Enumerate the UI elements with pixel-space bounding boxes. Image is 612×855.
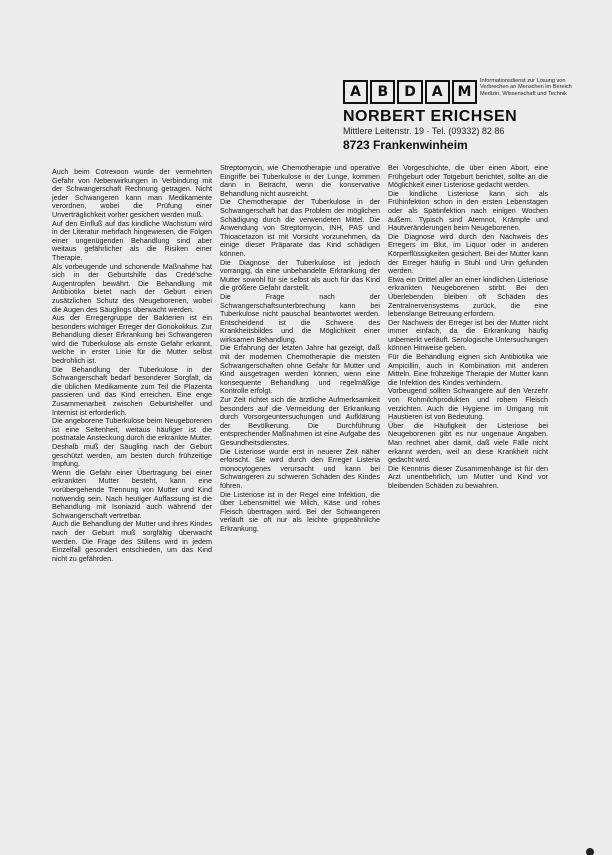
paragraph: Die Erfahrung der letzten Jahre hat gezeigt, daß mit der modernen Chemotherapie die meisten Schwangerschaften ohne Gefahr für Mutter und Kind ausgetragen werden können, wenn eine konsequente Behandlung und regelmäßige Kontrolle erfolgt. [220, 343, 380, 396]
paragraph: Die Diagnose der Tuberkulose ist jedoch vorrangig, da eine unbehandelte Erkrankung der Mutter sowohl für sie selbst als auch für das Kind die größere Gefahr darstellt. [220, 257, 380, 293]
paragraph: Wenn die Gefahr einer Übertragung bei einer erkrankten Mutter besteht, kann eine vorübergehende Trennung von Mutter und Kind notwendig sein. Nach heutiger Auffassung ist die Behandlung mit Isoniazid auch während der Schwangerschaft vertretbar. [52, 467, 212, 520]
organization-blurb: Informationsdienst zur Lösung von Verbrechen an Menschen im Bereich Medizin, Wissenschaft und Technik [480, 78, 572, 97]
logo-letter: B [370, 80, 395, 104]
paragraph: Aus der Erregergruppe der Bakterien ist ein besonders wichtiger Erreger der Gonokokkus. Zur Behandlung dieser Erkrankung bei Schwangeren wird die Tuberkulose als ernste Gefahr erkannt, welche in erster Linie für die Mutter selbst bedrohlich ist. [52, 313, 212, 366]
paragraph: Etwa ein Drittel aller an einer kindlichen Listeriose erkrankten Neugeborenen stirbt. Bei den Überlebenden bleiben oft Schäden des Zentralnervensystems zurück, die eine lebenslange Betreuung erfordern. [388, 274, 548, 319]
paragraph: Über die Häufigkeit der Listeriose bei Neugeborenen gibt es nur ungenaue Angaben. Man rechnet aber damit, daß viele Fälle nicht erkannt werden, weil an diese Krankheit nicht gedacht wird. [388, 420, 548, 465]
paragraph: Zur Zeit richtet sich die ärztliche Aufmerksamkeit besonders auf die Vermeidung der Erkrankung durch Vorsorgeuntersuchungen und Aufklärung der Bevölkerung. Die Durchführung entsprechender Maßnahmen ist eine Aufgabe des Gesundheitsdienstes. [220, 395, 380, 447]
end-mark-dot [586, 848, 594, 855]
text-column-3 [388, 164, 548, 850]
organization-address: Mittlere Leitenstr. 19 · Tel. (09332) 82 86 [343, 126, 505, 136]
logo-letter: D [397, 80, 422, 104]
text-column-2 [220, 164, 380, 850]
paragraph: Die Frage nach der Schwangerschaftsunterbrechung kann bei Tuberkulose nicht pauschal beantwortet werden. Entscheidend ist die Schwere des Krankheitsbildes und die Möglichkeit einer wirksamen Behandlung. [220, 291, 380, 344]
paragraph: Auf den Einfluß auf das kindliche Wachstum wird in der Literatur mehrfach hingewiesen, die Folgen einer ungenügenden Behandlung sind aber weitaus gefährlicher als die Risiken einer Therapie. [52, 218, 212, 262]
organization-logo [343, 80, 477, 104]
logo-letter: M [452, 80, 477, 104]
paragraph: Für die Behandlung eignen sich Antibiotika wie Ampicillin, auch in Kombination mit anderen Mitteln. Eine frühzeitige Therapie der Mutter kann die Infektion des Kindes verhindern. [388, 352, 548, 387]
paragraph: Die angeborene Tuberkulose beim Neugeborenen ist eine Seltenheit, weitaus häufiger ist die postnatale Ansteckung durch die erkrankte Mutter. Deshalb muß der Säugling nach der Geburt geschützt werden, am besten durch frühzeitige Impfung. [52, 416, 212, 469]
paragraph: Vorbeugend sollten Schwangere auf den Verzehr von Rohmilchprodukten und rohem Fleisch verzichten. Auch die Hygiene im Umgang mit Haustieren ist von Bedeutung. [388, 386, 548, 422]
organization-name: NORBERT ERICHSEN [343, 108, 518, 125]
paragraph: Die Listeriose wurde erst in neuerer Zeit näher erforscht. Sie wird durch den Erreger Listeria monocytogenes verursacht und kann bei Schwangeren zu schweren Schäden des Kindes führen. [220, 446, 380, 490]
paragraph: Auch beim Cotrexoon wurde der vermehrten Gefahr von Nebenwirkungen in Verbindung mit der Schwangerschaft Rechnung getragen. Nicht jeder Schwangeren kann man Medikamente verordnen, wobei die Prüfung einer Unverträglichkeit vorher gesichert werden muß. [52, 168, 212, 219]
text-column-1 [52, 168, 212, 854]
paragraph: Die Listeriose ist in der Regel eine Infektion, die über Lebensmittel wie Milch, Käse und rohes Fleisch übertragen wird. Bei der Schwangeren verläuft sie oft nur als leichte grippeähnliche Erkrankung. [220, 489, 380, 533]
paragraph: Streptomycin, wie Chemotherapie und operative Eingriffe bei Tuberkulose in der Lunge, kommen dann in Betracht, wenn die konservative Behandlung nicht ausreicht. [220, 164, 380, 198]
paragraph: Auch die Behandlung der Mutter und ihres Kindes nach der Geburt muß sorgfältig überwacht werden. Die Frage des Stillens wird in jedem Einzelfall gesondert entschieden, um das Kind nicht zu gefährden. [52, 519, 212, 563]
paragraph: Die kindliche Listeriose kann sich als Frühinfektion schon in den ersten Lebenstagen oder als Spätinfektion nach einigen Wochen äußern. Typisch sind Atemnot, Krämpfe und Hautveränderungen beim Neugeborenen. [388, 188, 548, 233]
paragraph: Die Kenntnis dieser Zusammenhänge ist für den Arzt unentbehrlich, um Mutter und Kind vor bleibenden Schäden zu bewahren. [388, 463, 548, 490]
paragraph: Bei Vorgeschichte, die über einen Abort, eine Frühgeburt oder Totgeburt berichtet, sollte an die Möglichkeit einer Listeriose gedacht werden. [388, 164, 548, 190]
logo-letter: A [425, 80, 450, 104]
logo-letter: A [343, 80, 368, 104]
paragraph: Die Behandlung der Tuberkulose in der Schwangerschaft bedarf besonderer Sorgfalt, da die üblichen Medikamente zum Teil die Plazenta passieren und das Kind erreichen. Eine enge Zusammenarbeit zwischen Geburtshelfer und Internist ist erforderlich. [52, 364, 212, 417]
paragraph: Als vorbeugende und schonende Maßnahme hat sich in der Geburtshilfe das Credé'sche Augentropfen bewährt. Die Behandlung mit Antibiotika bietet nach der Geburt einen zusätzlichen Schutz des Neugeborenen, wobei die Augen des Säuglings überwacht werden. [52, 261, 212, 314]
paragraph: Der Nachweis der Erreger ist bei der Mutter nicht immer einfach, da die Erkrankung häufig unbemerkt verläuft. Serologische Untersuchungen können Hinweise geben. [388, 317, 548, 353]
paragraph: Die Diagnose wird durch den Nachweis des Erregers im Blut, im Liquor oder in anderen Körperflüssigkeiten gesichert. Bei der Mutter kann der Erreger häufig in Stuhl und Urin gefunden werden. [388, 231, 548, 276]
organization-city: 8723 Frankenwinheim [343, 138, 468, 152]
paragraph: Die Chemotherapie der Tuberkulose in der Schwangerschaft hat das Problem der möglichen Schädigung durch die verwendeten Mittel. Die Anwendung von Streptomycin, INH, PAS und Thioacetazon ist mit Vorsicht vorzunehmen, da einige dieser Präparate das Kind schädigen können. [220, 197, 380, 258]
